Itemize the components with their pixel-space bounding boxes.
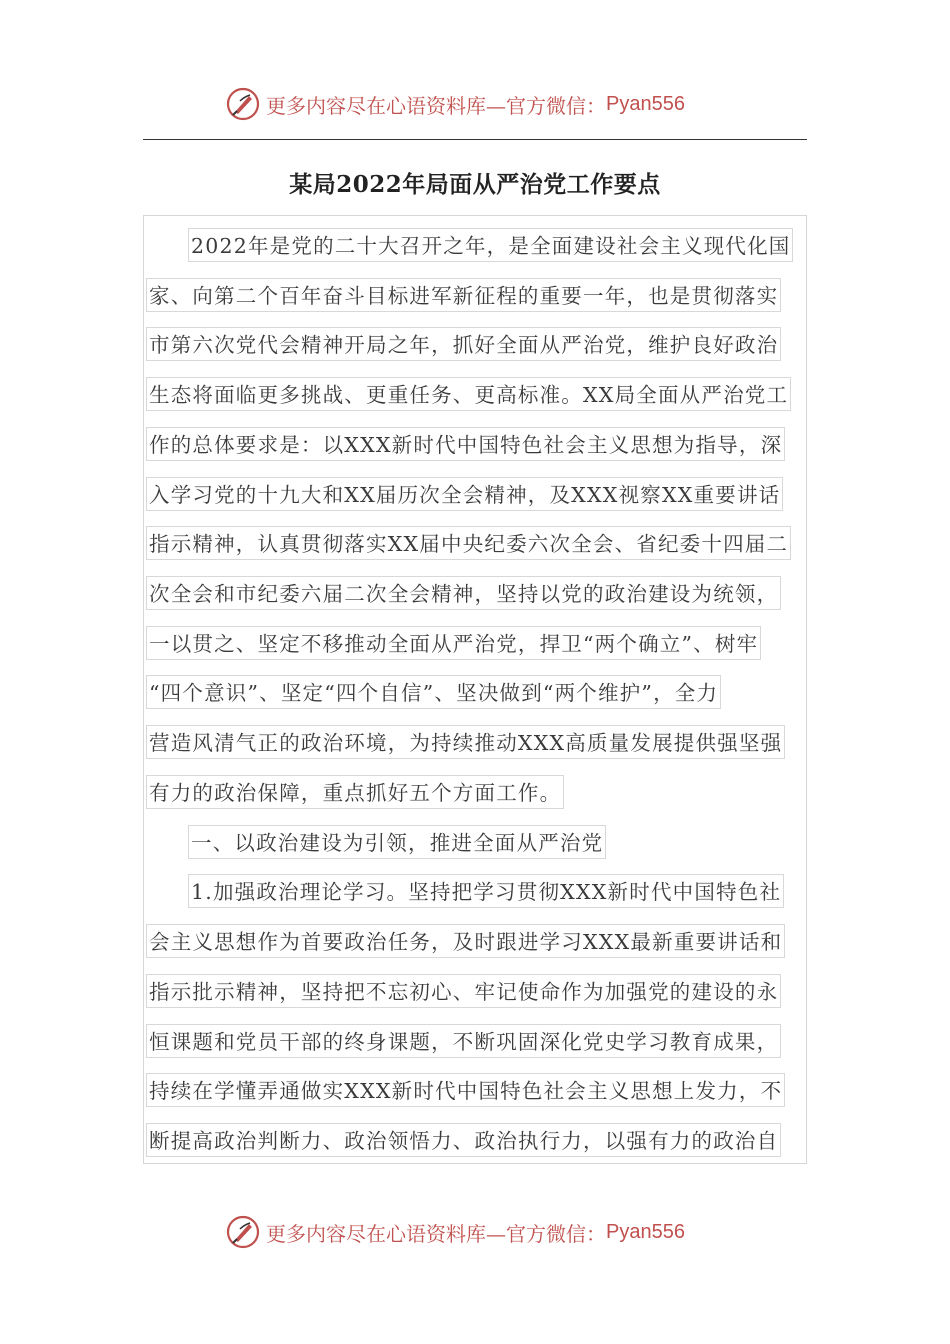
text-line: 作的总体要求是：以XXX新时代中国特色社会主义思想为指导，深 bbox=[146, 427, 785, 461]
header-promo-text: 更多内容尽在心语资料库—官方微信： bbox=[266, 93, 606, 118]
quill-logo-icon bbox=[226, 1215, 260, 1249]
text-line: 断提高政治判断力、政治领悟力、政治执行力，以强有力的政治自 bbox=[146, 1123, 781, 1157]
text-line: 市第六次党代会精神开局之年，抓好全面从严治党，维护良好政治 bbox=[146, 327, 781, 361]
text-line: 会主义思想作为首要政治任务，及时跟进学习XXX最新重要讲话和 bbox=[146, 924, 785, 958]
document-title: 某局2022年局面从严治党工作要点 bbox=[289, 171, 661, 198]
header-banner bbox=[226, 84, 746, 124]
text-line: 家、向第二个百年奋斗目标进军新征程的重要一年，也是贯彻落实 bbox=[146, 278, 781, 312]
text-line: 指示精神，认真贯彻落实XX届中央纪委六次全会、省纪委十四届二 bbox=[146, 526, 791, 560]
text-line: 持续在学懂弄通做实XXX新时代中国特色社会主义思想上发力，不 bbox=[146, 1073, 785, 1107]
footer-banner bbox=[226, 1212, 746, 1252]
header-divider bbox=[143, 139, 807, 140]
text-line: 生态将面临更多挑战、更重任务、更高标准。XX局全面从严治党工 bbox=[146, 377, 791, 411]
text-line: 1.加强政治理论学习。坚持把学习贯彻XXX新时代中国特色社 bbox=[188, 874, 784, 908]
text-line: 恒课题和党员干部的终身课题，不断巩固深化党史学习教育成果， bbox=[146, 1024, 781, 1058]
text-line: 次全会和市纪委六届二次全会精神，坚持以党的政治建设为统领， bbox=[146, 576, 781, 610]
section-heading: 一、以政治建设为引领，推进全面从严治党 bbox=[188, 825, 606, 859]
footer-wechat-id: Pyan556 bbox=[606, 1220, 685, 1243]
text-line: 入学习党的十九大和XX届历次全会精神，及XXX视察XX重要讲话 bbox=[146, 477, 783, 511]
text-line: 2022年是党的二十大召开之年，是全面建设社会主义现代化国 bbox=[188, 228, 793, 262]
quill-logo-icon bbox=[226, 87, 260, 121]
text-line: 指示批示精神，坚持把不忘初心、牢记使命作为加强党的建设的永 bbox=[146, 974, 781, 1008]
text-line: 一以贯之、坚定不移推动全面从严治党，捍卫“两个确立”、树牢 bbox=[146, 626, 761, 660]
footer-promo-text: 更多内容尽在心语资料库—官方微信： bbox=[266, 1221, 606, 1246]
text-line: 有力的政治保障，重点抓好五个方面工作。 bbox=[146, 775, 564, 809]
text-line: 营造风清气正的政治环境，为持续推动XXX高质量发展提供强坚强 bbox=[146, 725, 785, 759]
header-wechat-id: Pyan556 bbox=[606, 92, 685, 115]
text-line: “四个意识”、坚定“四个自信”、坚决做到“两个维护”，全力 bbox=[146, 675, 721, 709]
